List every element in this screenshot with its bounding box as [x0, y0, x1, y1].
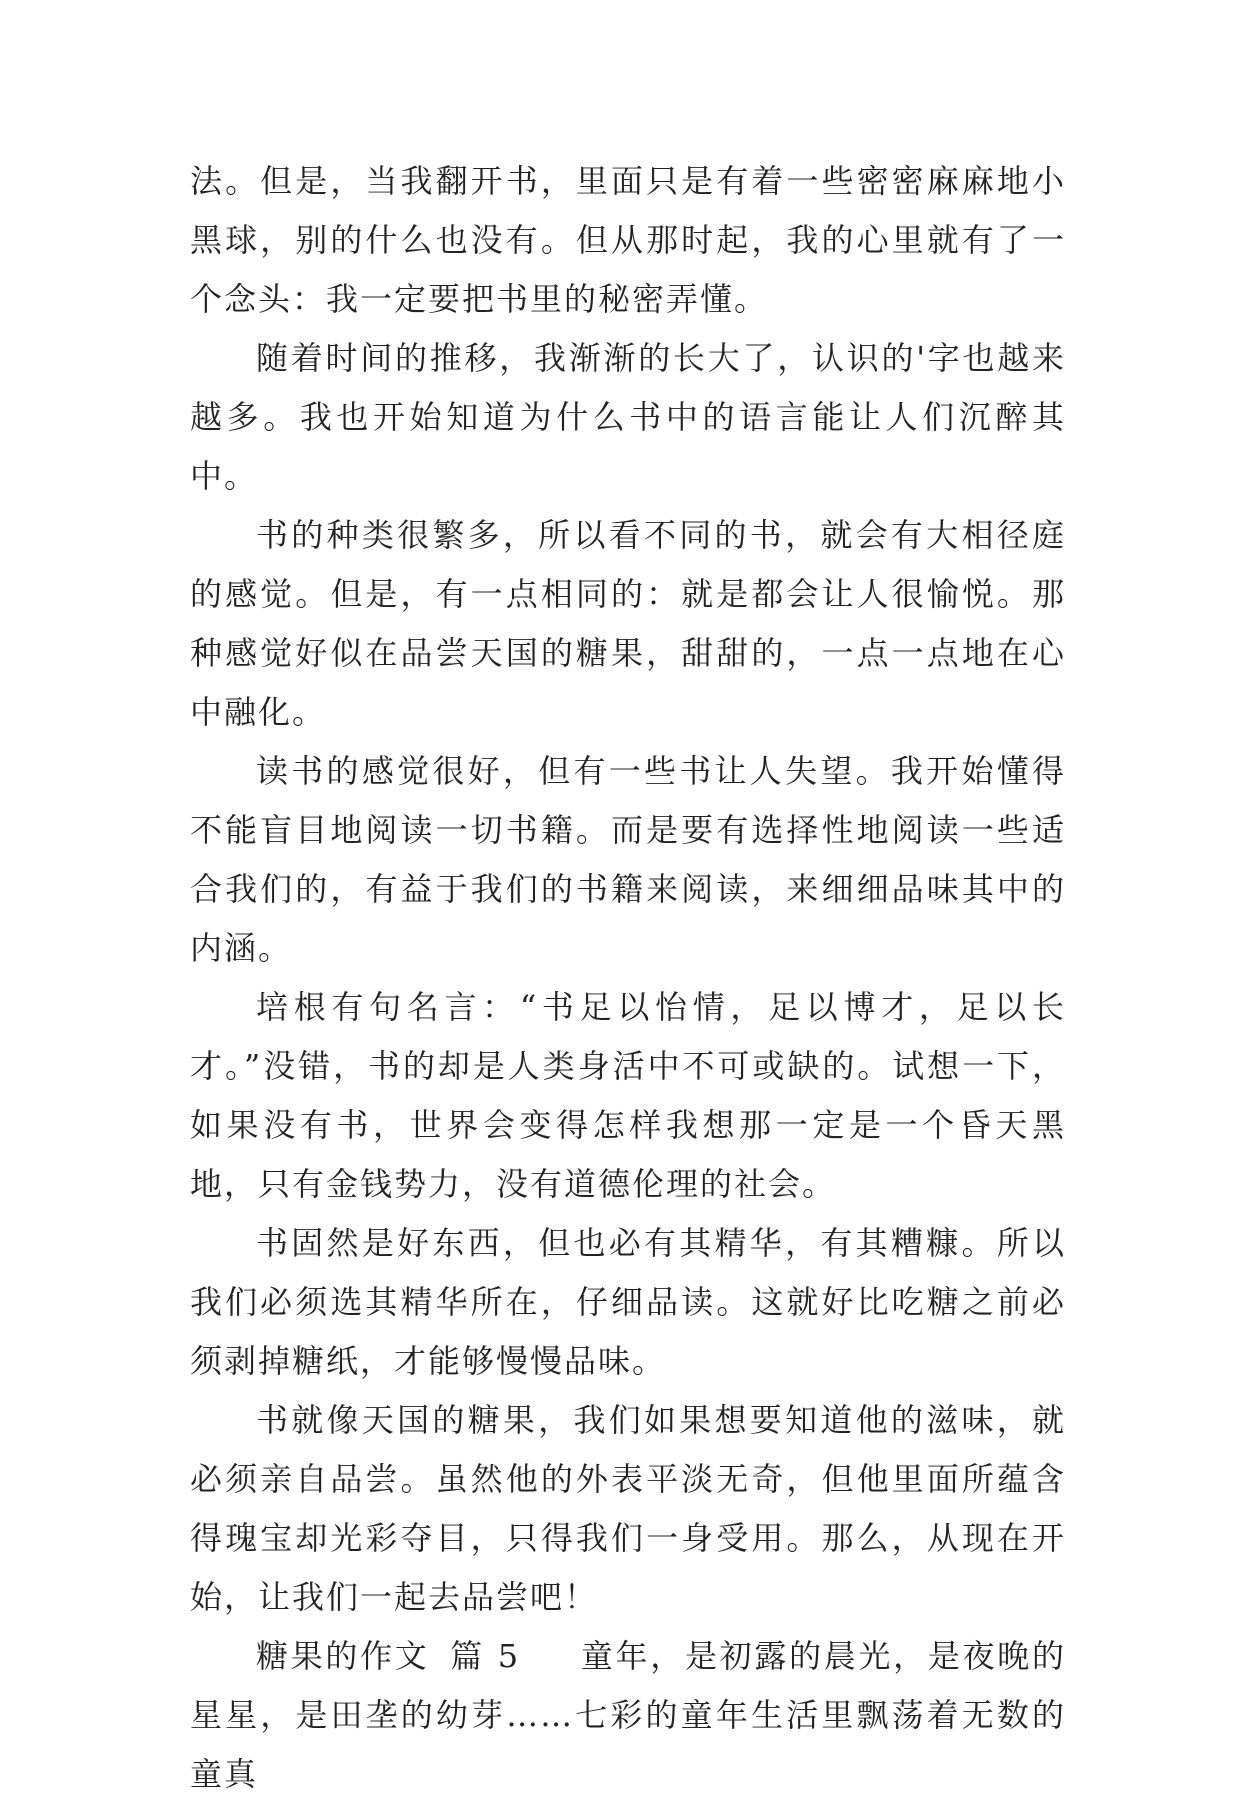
paragraph: 随着时间的推移，我渐渐的长大了，认识的'字也越来越多。我也开始知道为什么书中的语言能让人们沉醉其中。	[190, 339, 1066, 495]
article-body	[190, 152, 1066, 1804]
section-text: 童年，是初露的晨光，是夜晚的星星，是田垄的幼芽……七彩的童年生活里飘荡着无数的童真	[190, 1637, 1066, 1793]
section-paragraph	[190, 1627, 1066, 1804]
section-title: 糖果的作文	[256, 1637, 430, 1675]
paragraph: 培根有句名言：“书足以怡情，足以博才，足以长才。”没错，书的却是人类身活中不可或缺的。试想一下，如果没有书，世界会变得怎样我想那一定是一个昏天黑地，只有金钱势力，没有道德伦理的社会。	[190, 988, 1066, 1203]
paragraph: 法。但是，当我翻开书，里面只是有着一些密密麻麻地小黑球，别的什么也没有。但从那时起，我的心里就有了一个念头：我一定要把书里的秘密弄懂。	[190, 162, 1066, 318]
paragraph: 书的种类很繁多，所以看不同的书，就会有大相径庭的感觉。但是，有一点相同的：就是都会让人很愉悦。那种感觉好似在品尝天国的糖果，甜甜的，一点一点地在心中融化。	[190, 516, 1066, 731]
paragraph: 书就像天国的糖果，我们如果想要知道他的滋味，就必须亲自品尝。虽然他的外表平淡无奇，但他里面所蕴含得瑰宝却光彩夺目，只得我们一身受用。那么，从现在开始，让我们一起去品尝吧！	[190, 1401, 1066, 1616]
paragraph: 读书的感觉很好，但有一些书让人失望。我开始懂得不能盲目地阅读一切书籍。而是要有选择性地阅读一些适合我们的，有益于我们的书籍来阅读，来细细品味其中的内涵。	[190, 752, 1066, 967]
section-number: 篇 5	[449, 1637, 521, 1675]
paragraph: 书固然是好东西，但也必有其精华，有其糟糠。所以我们必须选其精华所在，仔细品读。这就好比吃糖之前必须剥掉糖纸，才能够慢慢品味。	[190, 1224, 1066, 1380]
